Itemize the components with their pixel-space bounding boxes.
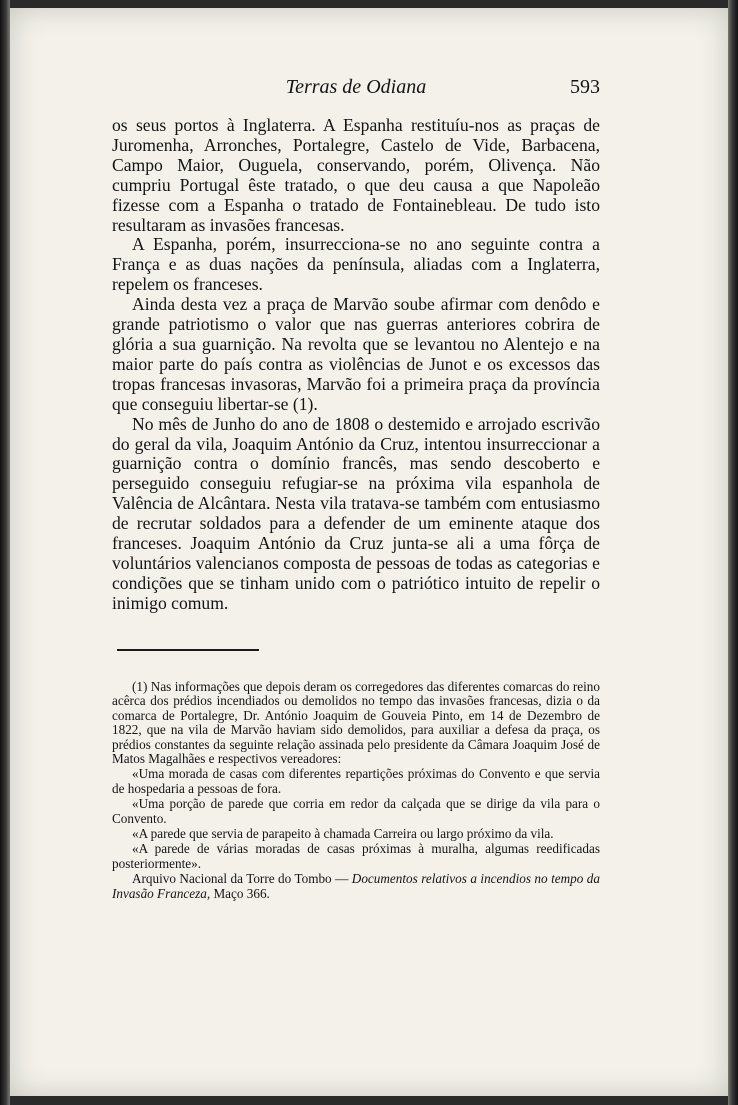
footnote-quote-2: «Uma porção de parede que corria em redor da calçada que se dirige da vila para o Convento. (112, 796, 600, 826)
footnote-rule (117, 649, 259, 651)
running-title: Terras de Odiana (285, 76, 427, 98)
paragraph-2: A Espanha, porém, insurrecciona-se no ano seguinte contra a França e as duas nações da península, aliadas com a Inglaterra, repelem os franceses. (112, 234, 600, 295)
scan-left-edge (0, 0, 10, 1105)
paragraph-4: No mês de Junho do ano de 1808 o destemido e arrojado escrivão do geral da vila, Joaquim António da Cruz, intentou insurreccionar a guarnição contra o domínio francês, mas sendo descoberto e perseguido conseguiu refugiar-se na próxima vila espanhola de Valência de Alcântara. Nesta vila tratava-se também com entusiasmo de recrutar soldados para a defender de um eminente ataque dos franceses. Joaquim António da Cruz junta-se ali a uma fôrça de voluntários valencianos composta de pessoas de todas as categorias e condições que se tinham unido com o patriótico intuito de repelir o inimigo comum. (112, 413, 600, 613)
body-text (112, 116, 600, 614)
footnote-citation (112, 872, 600, 901)
footnote-main: (1) Nas informações que depois deram os corregedores das diferentes comarcas do reino acêrca dos prédios incendiados ou demolidos no tempo das invasões francesas, dizia o da comarca de Portalegre, Dr. António Joaquim de Gouveia Pinto, em 14 de Dezembro de 1822, que na vila de Marvão haviam sido demolidos, para auxiliar a defesa da praça, os prédios constantes da seguinte relação assinada pelo presidente da Câmara Joaquim José de Matos Magalhães e respectivos vereadores: (112, 679, 600, 767)
footnote-quote-4: «A parede de várias moradas de casas próximas à muralha, algumas reedificadas posteriormente». (112, 841, 600, 871)
citation-archive: Arquivo Nacional da Torre do Tombo — (132, 871, 352, 887)
page-number: 593 (570, 76, 600, 98)
footnote (112, 680, 600, 901)
citation-reference: Maço 366. (210, 885, 270, 901)
paragraph-3: Ainda desta vez a praça de Marvão soube afirmar com denôdo e grande patriotismo o valor que nas guerras anteriores cobrira de glória a sua guarnição. Na revolta que se levantou no Alentejo e na maior parte do país contra as violências de Junot e os excessos das tropas francesas invasoras, Marvão foi a primeira praça da província que conseguiu libertar-se (1). (112, 294, 600, 414)
footnote-quote-3: «A parede que servia de parapeito à chamada Carreira ou largo próximo da vila. (132, 826, 554, 842)
citation-title: Documentos relativos a incendios no tempo da Invasão Franceza, (112, 871, 600, 901)
footnote-quote-1: «Uma morada de casas com diferentes repartições próximas do Convento e que servia de hospedaria a pessoas de fora. (112, 766, 600, 796)
page-header (112, 74, 600, 104)
scan-right-edge (728, 0, 738, 1105)
paragraph-1: os seus portos à Inglaterra. A Espanha restituíu-nos as praças de Juromenha, Arronches, Portalegre, Castelo de Vide, Barbacena, Campo Maior, Ouguela, conservando, porém, Olivença. Não cumpriu Portugal êste tratado, o que deu causa a que Napoleão fizesse com a Espanha o tratado de Fontainebleau. De tudo isto resultaram as invasões francesas. (112, 115, 600, 235)
